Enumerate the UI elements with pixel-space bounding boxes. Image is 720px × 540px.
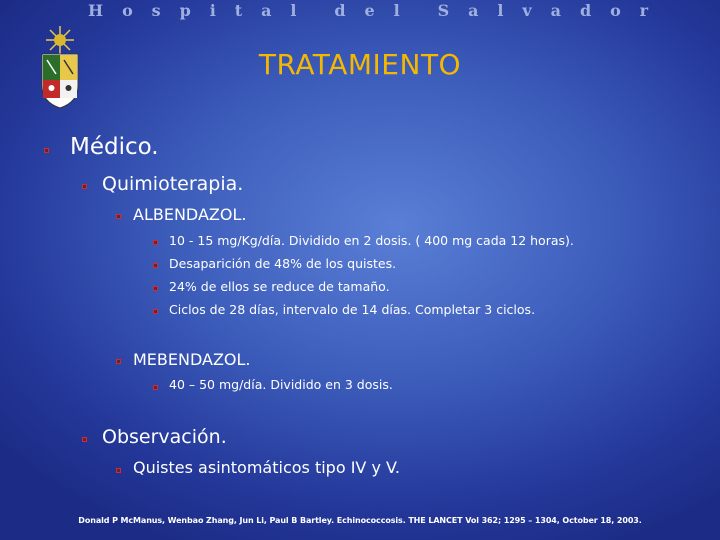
bullet-icon: [153, 309, 158, 314]
header-letter: o: [122, 0, 133, 20]
bullet-icon: [116, 359, 121, 364]
header-letter: l: [393, 0, 400, 20]
header-letter: a: [261, 0, 272, 20]
albendazol-size-reduction: 24% de ellos se reduce de tamaño.: [169, 279, 390, 294]
bullet-mebendazol: MEBENDAZOL.: [133, 350, 251, 369]
header-letter: p: [179, 0, 191, 20]
bullet-icon: [116, 468, 121, 473]
header-letter: e: [364, 0, 375, 20]
header-letter: l: [290, 0, 297, 20]
bullet-medico: Médico.: [70, 134, 159, 160]
header-letter: r: [639, 0, 649, 20]
bullet-icon: [82, 184, 87, 189]
header-letter: v: [522, 0, 532, 20]
observacion-quistes: Quistes asintomáticos tipo IV y V.: [133, 458, 400, 477]
header-letter: d: [579, 0, 592, 20]
bullet-icon: [116, 214, 121, 219]
header-letter: l: [497, 0, 504, 20]
header-letter: H: [88, 0, 104, 20]
albendazol-cycles: Ciclos de 28 días, intervalo de 14 días. Completar 3 ciclos.: [169, 302, 536, 317]
albendazol-dose: 10 - 15 mg/Kg/día. Dividido en 2 dosis. ( 400 mg cada 12 horas).: [169, 233, 574, 248]
bullet-icon: [153, 385, 158, 390]
reference-footer: Donald P McManus, Wenbao Zhang, Jun Li, Paul B Bartley. Echinococcosis. THE LANCET Vol 362; 1295 – 1304, October 18, 2003.: [78, 516, 642, 525]
header-letter: a: [468, 0, 479, 20]
header-letter: d: [334, 0, 346, 20]
header-letter: S: [437, 0, 450, 20]
header-letter: s: [151, 0, 161, 20]
slide-title: TRATAMIENTO: [258, 48, 462, 81]
bullet-albendazol: ALBENDAZOL.: [133, 205, 247, 224]
bullet-icon: [153, 240, 158, 245]
bullet-observacion: Observación.: [102, 426, 227, 448]
header-letter: a: [550, 0, 561, 20]
header-letter: i: [209, 0, 216, 20]
albendazol-efficacy: Desaparición de 48% de los quistes.: [169, 256, 397, 271]
bullet-icon: [153, 263, 158, 268]
bullet-icon: [82, 437, 87, 442]
bullet-icon: [153, 286, 158, 291]
hospital-header: [88, 0, 648, 20]
mebendazol-dose: 40 – 50 mg/día. Dividido en 3 dosis.: [169, 377, 393, 392]
bullet-icon: [44, 148, 49, 153]
header-letter: t: [234, 0, 243, 20]
header-letter: o: [610, 0, 621, 20]
bullet-quimioterapia: Quimioterapia.: [102, 173, 244, 195]
